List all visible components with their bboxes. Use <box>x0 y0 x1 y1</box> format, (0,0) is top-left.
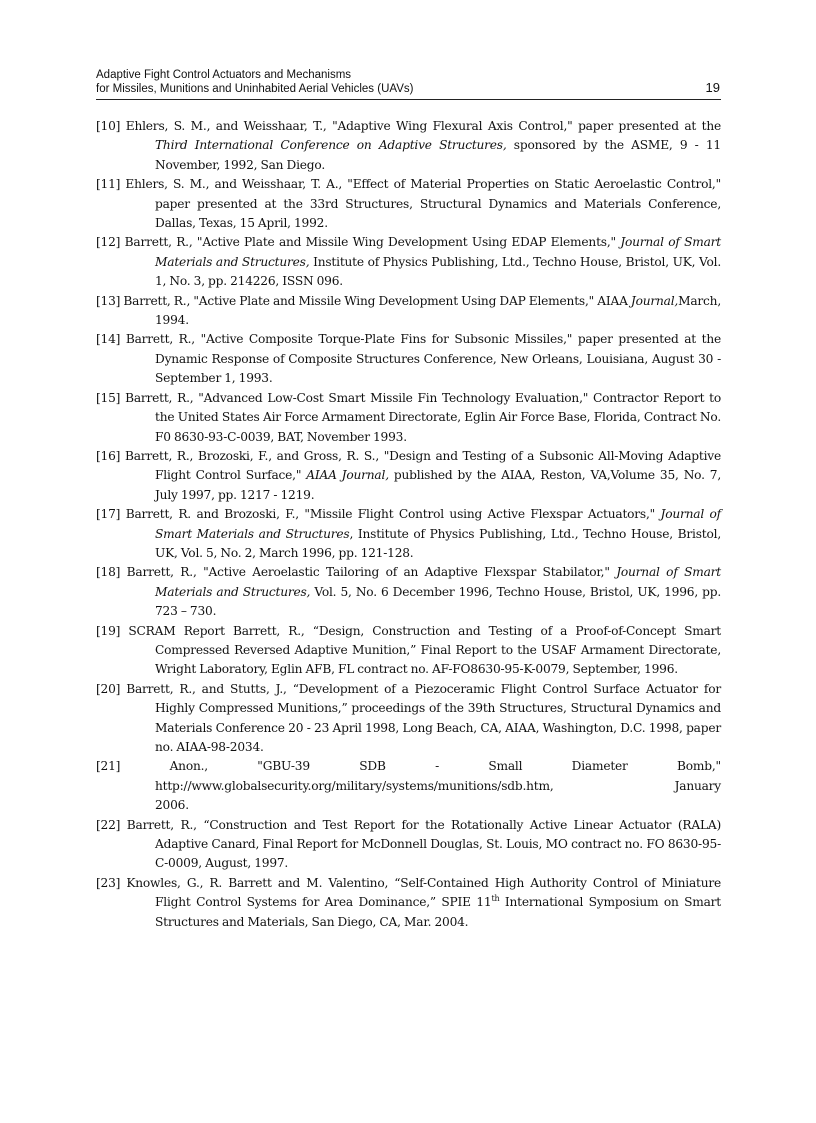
reference-item: [15] Barrett, R., "Advanced Low-Cost Smart Missile Fin Technology Evaluation," Contractor Report to the United States Air Force Armament Directorate, Eglin Air Force Base, Florida, Contract No. F0 8630-93-C-0039, BAT, November 1993. <box>96 390 721 444</box>
reference-item: [13] Barrett, R., "Active Plate and Missile Wing Development Using DAP Elements," AIAA Journal,March, 1994. <box>96 293 721 328</box>
reference-item: [18] Barrett, R., "Active Aeroelastic Tailoring of an Adaptive Flexspar Stabilator," Journal of Smart Materials and Structures, Vol. 5, No. 6 December 1996, Techno House, Bristol, UK, 1996, pp. 723 – 730. <box>96 565 722 619</box>
reference-item: [16] Barrett, R., Brozoski, F., and Gross, R. S., "Design and Testing of a Subsonic All-Moving Adaptive Flight Control Surface," AIAA Journal, published by the AIAA, Reston, VA,Volume 35, No. 7, July 1997, pp. 1217 - 1219. <box>96 448 721 502</box>
header-title-line-1: Adaptive Fight Control Actuators and Mechanisms <box>96 69 352 81</box>
reference-item: [20] Barrett, R., and Stutts, J., “Development of a Piezoceramic Flight Control Surface Actuator for Highly Compressed Munitions,” proceedings of the 39th Structures, Structural Dynamics and Materials Conference 20 - 23 April 1998, Long Beach, CA, AIAA, Washington, D.C. 1998, paper no. AIAA-98-2034. <box>96 681 721 754</box>
reference-item: [17] Barrett, R. and Brozoski, F., "Missile Flight Control using Active Flexspar Actuators," Journal of Smart Materials and Structures, Institute of Physics Publishing, Ltd., Techno House, Bristol, UK, Vol. 5, No. 2, March 1996, pp. 121-128. <box>96 507 721 560</box>
page-number: 19 <box>705 80 720 95</box>
ref21-url: http://www.globalsecurity.org/military/systems/munitions/sdb.htm, <box>155 778 554 793</box>
reference-list <box>96 117 721 932</box>
reference-item: [14] Barrett, R., "Active Composite Torque-Plate Fins for Subsonic Missiles," paper presented at the Dynamic Response of Composite Structures Conference, New Orleans, Louisiana, August 30 - September 1, 1993. <box>96 332 721 386</box>
running-header <box>96 68 720 96</box>
header-title-line-2: for Missiles, Munitions and Uninhabited Aerial Vehicles (UAVs) <box>96 83 414 95</box>
ref21-number: [21] <box>96 759 121 774</box>
reference-item: [23] Knowles, G., R. Barrett and M. Valentino, “Self-Contained High Authority Control of Miniature Flight Control Systems for Area Dominance,” SPIE 11th International Symposium on Smart Structures and Materials, San Diego, CA, Mar. 2004. <box>96 875 721 929</box>
reference-item: [10] Ehlers, S. M., and Weisshaar, T., "Adaptive Wing Flexural Axis Control," paper presented at the Third International Conference on Adaptive Structures, sponsored by the ASME, 9 - 11 November, 1992, San Diego. <box>96 119 721 172</box>
reference-item: [12] Barrett, R., "Active Plate and Missile Wing Development Using EDAP Elements," Journal of Smart Materials and Structures, Institute of Physics Publishing, Ltd., Techno House, Bristol, UK, Vol. 1, No. 3, pp. 214226, ISSN 096. <box>96 235 721 289</box>
header-divider <box>96 99 721 100</box>
reference-item: [22] Barrett, R., “Construction and Test Report for the Rotationally Active Linear Actuator (RALA) Adaptive Canard, Final Report for McDonnell Douglas, St. Louis, MO contract no. FO 8630-95-C-0009, August, 1997. <box>96 817 721 871</box>
reference-item-21: [21] Anon., "GBU-39 SDB - Small Diameter Bomb," http://www.globalsecurity.org/military/systems/munitions/sdb.htm, January 2006. <box>96 759 721 813</box>
reference-item: [19] SCRAM Report Barrett, R., “Design, Construction and Testing of a Proof-of-Concept Smart Compressed Reversed Adaptive Munition,” Final Report to the USAF Armament Directorate, Wright Laboratory, Eglin AFB, FL contract no. AF-FO8630-95-K-0079, September, 1996. <box>96 623 721 677</box>
reference-item: [11] Ehlers, S. M., and Weisshaar, T. A., "Effect of Material Properties on Static Aeroelastic Control," paper presented at the 33rd Structures, Structural Dynamics and Materials Conference, Dallas, Texas, 15 April, 1992. <box>96 177 721 231</box>
